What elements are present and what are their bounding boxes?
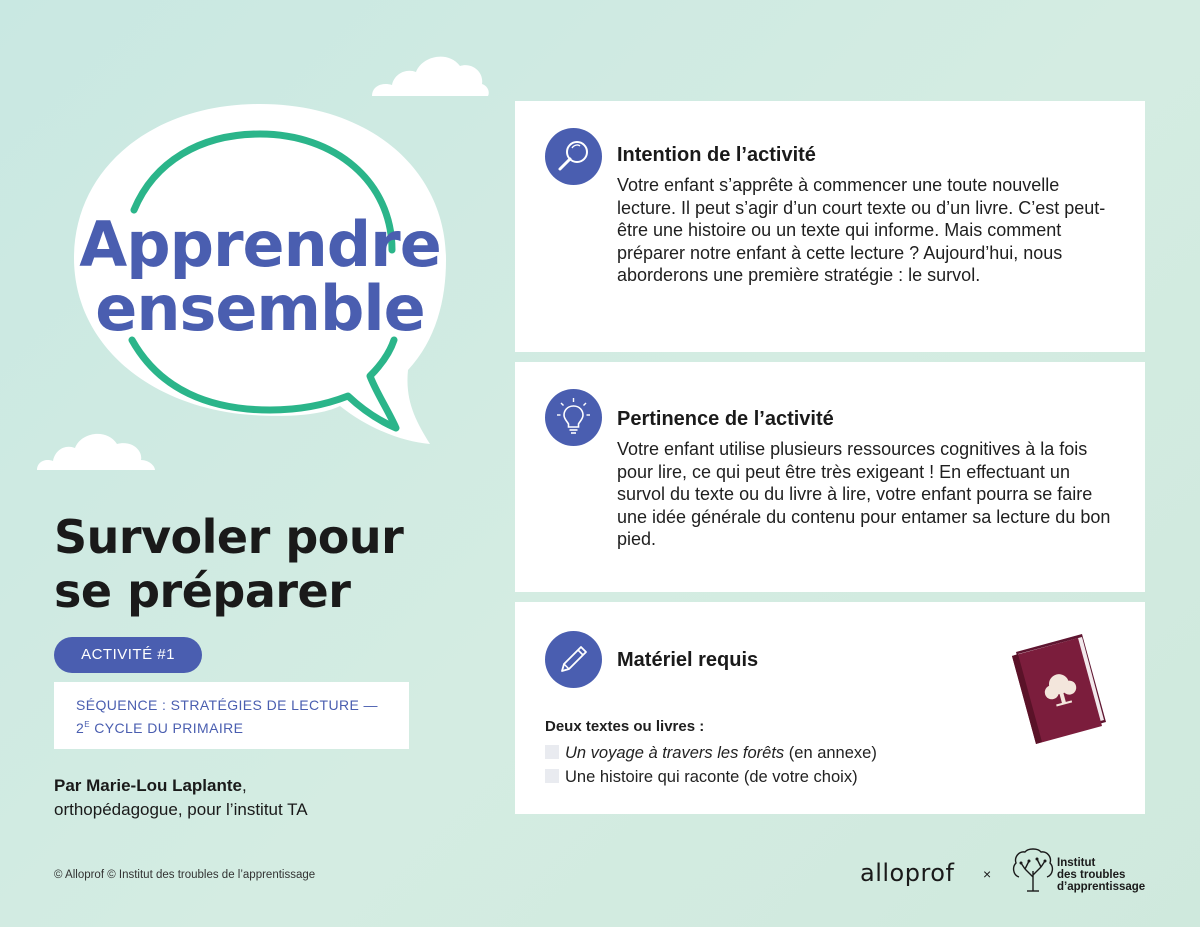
author-credit xyxy=(54,774,474,822)
pencil-icon xyxy=(545,631,602,688)
bubble-title-line2: ensemble xyxy=(95,272,425,345)
partnership-separator: × xyxy=(983,866,992,882)
sequence-line1: SÉQUENCE : STRATÉGIES DE LECTURE — xyxy=(76,697,378,713)
alloprof-logo: alloprof xyxy=(860,859,955,887)
sequence-label xyxy=(54,682,409,749)
copyright-notice: © Alloprof © Institut des troubles de l’apprentissage xyxy=(54,869,316,881)
lightbulb-icon xyxy=(545,389,602,446)
intention-body: Votre enfant s’apprête à commencer une toute nouvelle lecture. Il peut s’agir d’un court texte ou d’un livre. C’est peut-être une histoire ou un texte qui informe. Mais comment préparer notre enfant à cette lecture ? Aujourd’hui, nous aborderons une première stratégie : le survol. xyxy=(617,175,1106,286)
material-item[interactable] xyxy=(545,744,877,763)
page-title xyxy=(54,510,474,618)
page-title-line2: se préparer xyxy=(54,564,351,618)
material-heading: Deux textes ou livres : xyxy=(545,718,705,735)
book-illustration-icon xyxy=(1010,630,1110,745)
sequence-cycle-text: CYCLE DU PRIMAIRE xyxy=(89,720,244,736)
cloud-top-decoration xyxy=(368,52,492,98)
author-role: orthopédagogue, pour l’institut TA xyxy=(54,800,308,819)
pertinence-card xyxy=(515,362,1145,592)
author-name: Par Marie-Lou Laplante xyxy=(54,776,242,795)
magnifier-icon xyxy=(545,128,602,185)
sequence-cycle-number: 2 xyxy=(76,720,85,736)
page-title-line1: Survoler pour xyxy=(54,510,404,564)
ita-logo-text xyxy=(1057,857,1145,893)
material-card xyxy=(515,602,1145,814)
checkbox[interactable] xyxy=(545,745,559,759)
sequence-line2 xyxy=(76,715,409,738)
sequence-cycle-suffix: E xyxy=(84,720,90,729)
material-item-text: (en annexe) xyxy=(784,744,877,762)
material-item-title: Un voyage à travers les forêts xyxy=(565,744,785,762)
pertinence-body: Votre enfant utilise plusieurs ressources cognitives à la fois pour lire, ce qui peut être très exigeant ! En effectuant un survol du texte ou du livre à lire, votre enfant pourra se faire une idée générale du contenu pour entamer sa lecture du bon pied. xyxy=(617,439,1111,550)
ita-logo-line1: Institut xyxy=(1057,857,1096,869)
material-item[interactable] xyxy=(545,768,858,787)
ita-logo-line3: d’apprentissage xyxy=(1057,881,1146,893)
bubble-title-line1: Apprendre xyxy=(79,208,441,281)
tree-brain-icon xyxy=(1011,847,1055,895)
pertinence-title: Pertinence de l’activité xyxy=(617,408,834,430)
intention-title: Intention de l’activité xyxy=(617,144,816,166)
intention-card xyxy=(515,101,1145,352)
material-item-text: Une histoire qui raconte (de votre choix) xyxy=(565,768,858,786)
checkbox[interactable] xyxy=(545,769,559,783)
ita-logo-line2: des troubles xyxy=(1057,869,1126,881)
author-name-suffix: , xyxy=(241,776,247,795)
activity-badge: ACTIVITÉ #1 xyxy=(54,637,202,673)
material-title: Matériel requis xyxy=(617,649,759,671)
speech-bubble-logo xyxy=(70,100,450,450)
